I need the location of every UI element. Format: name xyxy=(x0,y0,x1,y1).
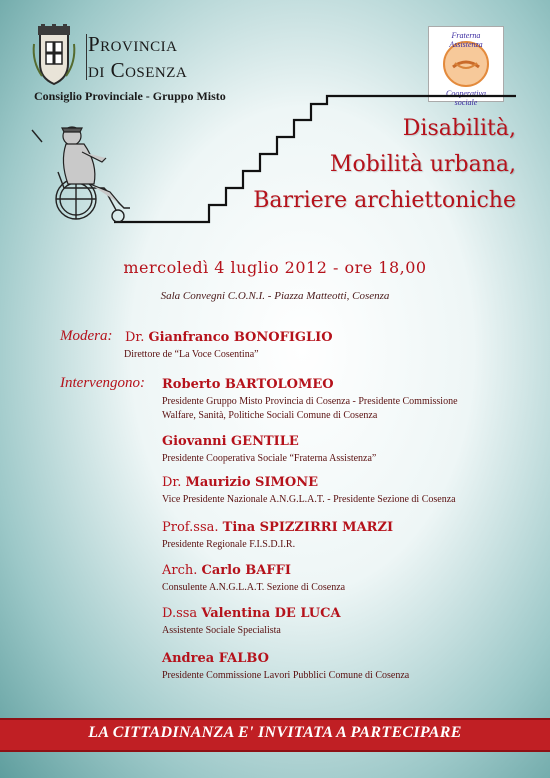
speaker-role-2: Walfare, Sanità, Politiche Sociali Comune di Cosenza xyxy=(162,410,378,421)
speaker-name: Carlo BAFFI xyxy=(201,563,291,578)
speakers-label: Intervengono: xyxy=(60,375,145,391)
title-line-1: Disabilità, xyxy=(402,116,516,141)
moderator-name xyxy=(125,330,333,345)
consiglio-subtitle: Consiglio Provinciale - Gruppo Misto xyxy=(34,89,226,103)
speaker-prefix: Dr. xyxy=(162,475,182,490)
speaker-name: Valentina DE LUCA xyxy=(201,606,341,621)
speaker-name: Maurizio SIMONE xyxy=(185,475,319,490)
speaker-role: Presidente Cooperativa Sociale “Fraterna Assistenza” xyxy=(162,453,377,464)
speaker-name: Roberto BARTOLOMEO xyxy=(162,377,334,392)
event-date: mercoledì 4 luglio 2012 - ore 18,00 xyxy=(123,258,427,277)
moderator-label: Modera: xyxy=(60,328,113,344)
speaker-entry xyxy=(162,434,376,466)
moderator-prefix: Dr. xyxy=(125,330,145,345)
speaker-entry xyxy=(162,475,456,507)
speaker-entry xyxy=(162,651,409,683)
speaker-prefix: Arch. xyxy=(162,563,198,578)
logo-text-top: Fraterna Assistenza xyxy=(449,31,483,49)
moderator-role: Direttore de “La Voce Cosentina” xyxy=(124,349,259,360)
speaker-entry xyxy=(162,563,345,595)
speaker-entry xyxy=(162,520,393,552)
speaker-role: Presidente Commissione Lavori Pubblici Comune di Cosenza xyxy=(162,670,410,681)
province-name-line2: di Cosenza xyxy=(88,58,188,82)
speaker-role: Assistente Sociale Specialista xyxy=(162,625,281,636)
moderator-fullname: Gianfranco BONOFIGLIO xyxy=(148,330,333,345)
event-place: Sala Convegni C.O.N.I. - Piazza Matteotti, Cosenza xyxy=(160,290,390,302)
speaker-name: Andrea FALBO xyxy=(162,651,269,666)
fraterna-assistenza-logo xyxy=(428,26,504,107)
title-line-3: Barriere archiettoniche xyxy=(253,188,516,213)
speaker-prefix: D.ssa xyxy=(162,606,198,621)
provincia-crest-logo xyxy=(30,24,78,86)
speaker-role: Vice Presidente Nazionale A.N.G.L.A.T. - Presidente Sezione di Cosenza xyxy=(162,494,456,505)
header-divider xyxy=(86,34,87,80)
title-line-2: Mobilità urbana, xyxy=(329,152,516,177)
speaker-role: Presidente Regionale F.I.S.D.I.R. xyxy=(162,539,296,550)
invitation-banner-text: LA CITTADINANZA E' INVITATA A PARTECIPARE xyxy=(88,724,462,741)
speaker-entry xyxy=(162,606,341,638)
speaker-role: Presidente Gruppo Misto Provincia di Cosenza - Presidente Commissione xyxy=(162,396,458,407)
speaker-role: Consulente A.N.G.L.A.T. Sezione di Cosenza xyxy=(162,582,346,593)
speaker-name: Giovanni GENTILE xyxy=(162,434,299,449)
speaker-name: Tina SPIZZIRRI MARZI xyxy=(222,520,394,535)
province-name-line1: Provincia xyxy=(88,32,178,56)
speaker-entry xyxy=(162,377,458,423)
speaker-prefix: Prof.ssa. xyxy=(162,520,219,535)
logo-text-bottom: Cooperativa sociale xyxy=(446,89,486,107)
